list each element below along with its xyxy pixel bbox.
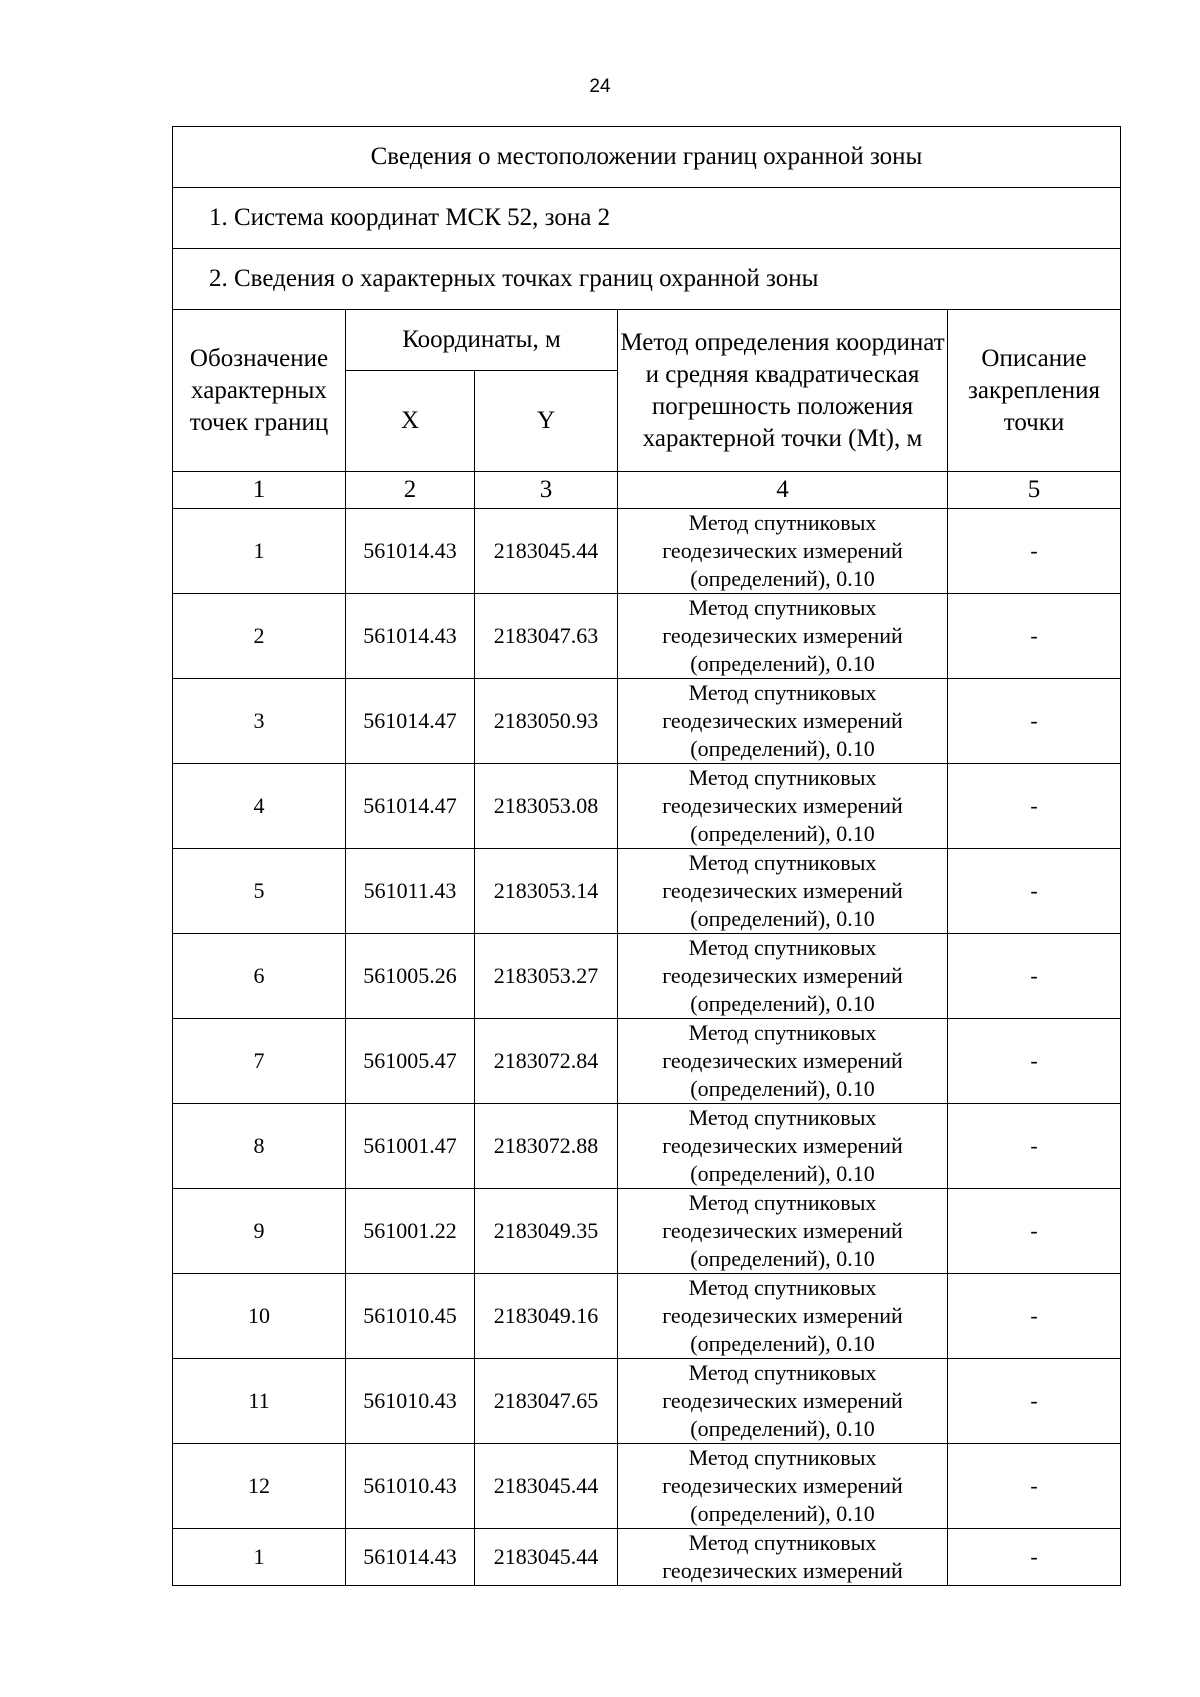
coord-y: 2183053.27	[475, 934, 618, 1019]
coord-x: 561005.47	[346, 1019, 475, 1104]
coord-y: 2183045.44	[475, 1444, 618, 1529]
method-line: геодезических измерений	[662, 1218, 903, 1243]
column-number: 4	[618, 472, 948, 509]
header-method: Метод определения координат и средняя квадратическая погрешность положения характерной точки (Mt), м	[618, 310, 948, 472]
method-line: (определений), 0.10	[690, 991, 875, 1016]
method-line: геодезических измерений	[662, 708, 903, 733]
point-id: 2	[173, 594, 346, 679]
method-cell	[618, 1359, 948, 1444]
fixing-cell: -	[948, 934, 1121, 1019]
method-cell	[618, 1529, 948, 1586]
table-row	[173, 1444, 1121, 1529]
method-line: Метод спутниковых	[688, 1275, 877, 1300]
table-row	[173, 764, 1121, 849]
table-row	[173, 594, 1121, 679]
title-row	[173, 127, 1121, 188]
coord-y: 2183049.35	[475, 1189, 618, 1274]
method-cell	[618, 1104, 948, 1189]
fixing-cell: -	[948, 1104, 1121, 1189]
page-number: 24	[589, 76, 611, 97]
points-heading: 2. Сведения о характерных точках границ охранной зоны	[173, 249, 1121, 310]
coord-y: 2183049.16	[475, 1274, 618, 1359]
fixing-cell: -	[948, 1529, 1121, 1586]
column-number: 1	[173, 472, 346, 509]
coord-y: 2183053.08	[475, 764, 618, 849]
method-line: Метод спутниковых	[688, 595, 877, 620]
fixing-cell: -	[948, 849, 1121, 934]
coord-x: 561010.45	[346, 1274, 475, 1359]
fixing-cell: -	[948, 594, 1121, 679]
table-row	[173, 1529, 1121, 1586]
point-id: 1	[173, 1529, 346, 1586]
table-row	[173, 509, 1121, 594]
column-number: 3	[475, 472, 618, 509]
column-numbers-row	[173, 472, 1121, 509]
method-line: Метод спутниковых	[688, 1105, 877, 1130]
points-heading-row	[173, 249, 1121, 310]
point-id: 6	[173, 934, 346, 1019]
method-line: Метод спутниковых	[688, 1530, 877, 1555]
coord-system-row	[173, 188, 1121, 249]
method-line: (определений), 0.10	[690, 1331, 875, 1356]
header-fixing: Описание закрепления точки	[948, 310, 1121, 472]
method-line: Метод спутниковых	[688, 935, 877, 960]
table-row	[173, 934, 1121, 1019]
method-line: (определений), 0.10	[690, 736, 875, 761]
point-id: 1	[173, 509, 346, 594]
point-id: 5	[173, 849, 346, 934]
coord-y: 2183047.63	[475, 594, 618, 679]
table-title: Сведения о местоположении границ охранной зоны	[173, 127, 1121, 188]
method-line: Метод спутниковых	[688, 1445, 877, 1470]
method-cell	[618, 849, 948, 934]
coord-y: 2183045.44	[475, 1529, 618, 1586]
table-row	[173, 1274, 1121, 1359]
table-row	[173, 849, 1121, 934]
coord-x: 561014.47	[346, 764, 475, 849]
method-line: геодезических измерений	[662, 1048, 903, 1073]
coord-x: 561010.43	[346, 1444, 475, 1529]
table-row	[173, 1104, 1121, 1189]
method-cell	[618, 509, 948, 594]
method-cell	[618, 1274, 948, 1359]
method-cell	[618, 679, 948, 764]
method-line: Метод спутниковых	[688, 765, 877, 790]
fixing-cell: -	[948, 1019, 1121, 1104]
method-line: геодезических измерений	[662, 1303, 903, 1328]
coord-y: 2183053.14	[475, 849, 618, 934]
table-row	[173, 1019, 1121, 1104]
method-line: Метод спутниковых	[688, 1190, 877, 1215]
method-line: Метод спутниковых	[688, 1020, 877, 1045]
coord-x: 561014.43	[346, 1529, 475, 1586]
fixing-cell: -	[948, 509, 1121, 594]
method-line: геодезических измерений	[662, 1473, 903, 1498]
method-line: (определений), 0.10	[690, 1246, 875, 1271]
coord-x: 561001.22	[346, 1189, 475, 1274]
fixing-cell: -	[948, 1444, 1121, 1529]
method-cell	[618, 1444, 948, 1529]
column-number: 2	[346, 472, 475, 509]
method-line: геодезических измерений	[662, 623, 903, 648]
point-id: 9	[173, 1189, 346, 1274]
fixing-cell: -	[948, 1189, 1121, 1274]
method-line: геодезических измерений	[662, 1388, 903, 1413]
coord-x: 561014.47	[346, 679, 475, 764]
point-id: 3	[173, 679, 346, 764]
table-row	[173, 679, 1121, 764]
fixing-cell: -	[948, 1274, 1121, 1359]
method-line: геодезических измерений	[662, 963, 903, 988]
fixing-cell: -	[948, 764, 1121, 849]
header-y: Y	[475, 371, 618, 472]
point-id: 12	[173, 1444, 346, 1529]
header-row-top	[173, 310, 1121, 371]
method-cell	[618, 764, 948, 849]
method-line: (определений), 0.10	[690, 651, 875, 676]
coord-x: 561005.26	[346, 934, 475, 1019]
method-line: (определений), 0.10	[690, 1161, 875, 1186]
method-line: Метод спутниковых	[688, 680, 877, 705]
method-line: геодезических измерений	[662, 1133, 903, 1158]
method-cell	[618, 1019, 948, 1104]
boundary-points-table	[172, 126, 1121, 1586]
method-line: (определений), 0.10	[690, 1501, 875, 1526]
method-cell	[618, 594, 948, 679]
coord-x: 561011.43	[346, 849, 475, 934]
column-number: 5	[948, 472, 1121, 509]
coord-y: 2183050.93	[475, 679, 618, 764]
method-line: (определений), 0.10	[690, 1076, 875, 1101]
point-id: 7	[173, 1019, 346, 1104]
fixing-cell: -	[948, 1359, 1121, 1444]
point-id: 8	[173, 1104, 346, 1189]
coord-x: 561014.43	[346, 594, 475, 679]
fixing-cell: -	[948, 679, 1121, 764]
header-coordinates: Координаты, м	[346, 310, 618, 371]
point-id: 4	[173, 764, 346, 849]
coord-system: 1. Система координат МСК 52, зона 2	[173, 188, 1121, 249]
method-line: (определений), 0.10	[690, 1416, 875, 1441]
table-body	[173, 127, 1121, 1586]
method-line: Метод спутниковых	[688, 850, 877, 875]
coord-y: 2183072.88	[475, 1104, 618, 1189]
point-id: 11	[173, 1359, 346, 1444]
header-x: X	[346, 371, 475, 472]
method-cell	[618, 1189, 948, 1274]
method-line: геодезических измерений	[662, 538, 903, 563]
method-cell	[618, 934, 948, 1019]
method-line: (определений), 0.10	[690, 566, 875, 591]
coord-y: 2183047.65	[475, 1359, 618, 1444]
header-designation: Обозначение характерных точек границ	[173, 310, 346, 472]
method-line: Метод спутниковых	[688, 1360, 877, 1385]
table-row	[173, 1359, 1121, 1444]
method-clip	[618, 1529, 947, 1585]
method-line: геодезических измерений	[662, 1558, 903, 1583]
method-line: (определений), 0.10	[690, 821, 875, 846]
table-row	[173, 1189, 1121, 1274]
coord-x: 561014.43	[346, 509, 475, 594]
coord-x: 561001.47	[346, 1104, 475, 1189]
coord-x: 561010.43	[346, 1359, 475, 1444]
method-line: геодезических измерений	[662, 793, 903, 818]
method-line: (определений), 0.10	[690, 906, 875, 931]
coord-y: 2183045.44	[475, 509, 618, 594]
method-line: Метод спутниковых	[688, 510, 877, 535]
method-line: геодезических измерений	[662, 878, 903, 903]
point-id: 10	[173, 1274, 346, 1359]
coord-y: 2183072.84	[475, 1019, 618, 1104]
